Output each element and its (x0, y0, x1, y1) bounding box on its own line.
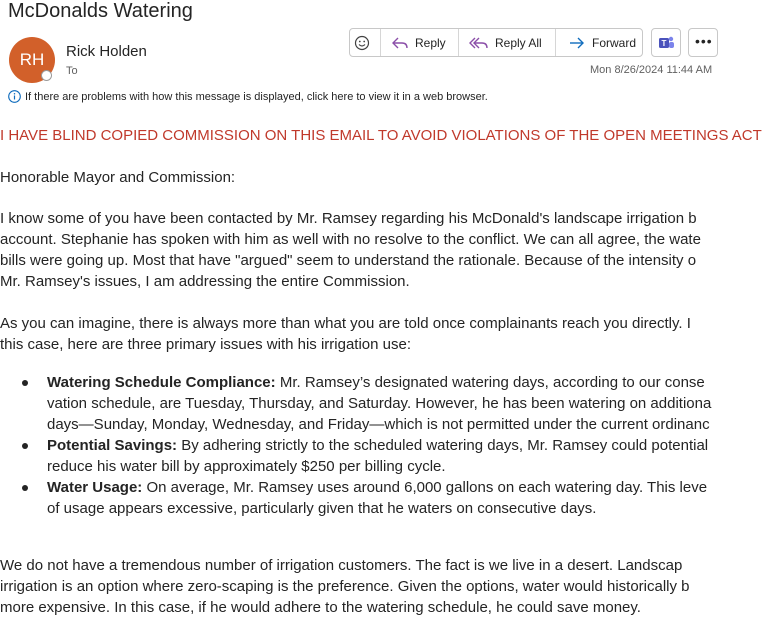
para2-line: this case, here are three primary issues with his irrigation use: (0, 336, 412, 353)
list-item (47, 435, 708, 456)
bullet-text: Mr. Ramsey’s designated watering days, according to our conse (275, 374, 705, 391)
message-actions-toolbar (349, 28, 643, 57)
bullet-dot (22, 380, 28, 386)
info-bar[interactable] (8, 90, 488, 103)
email-subject: McDonalds Watering (8, 0, 193, 22)
forward-button[interactable] (556, 29, 642, 56)
avatar-initials: RH (19, 50, 45, 69)
para3-line: more expensive. In this case, if he would adhere to the watering schedule, he could save money. (0, 599, 641, 616)
para2-line: As you can imagine, there is always more than what you are told once complainants reach you directly. I (0, 315, 691, 332)
para3-line: irrigation is an option where zero-scaping is the preference. Given the options, water would historically b (0, 578, 690, 595)
bullet-label: Potential Savings: (47, 437, 178, 454)
bullet-text: reduce his water bill by approximately $250 per billing cycle. (47, 458, 446, 475)
bullet-text: of usage appears excessive, particularly given that he waters on consecutive days. (47, 500, 597, 517)
sender-name[interactable]: Rick Holden (66, 43, 147, 60)
react-emoji-button[interactable] (350, 29, 381, 56)
bullet-text: By adhering strictly to the scheduled watering days, Mr. Ramsey could potential (177, 437, 709, 454)
reply-all-arrow-icon (469, 36, 489, 50)
bullet-dot (22, 485, 28, 491)
message-date: Mon 8/26/2024 11:44 AM (590, 64, 713, 76)
forward-arrow-icon (568, 36, 586, 50)
bullet-dot (22, 443, 28, 449)
to-label: To (66, 65, 78, 77)
bullet-label: Watering Schedule Compliance: (47, 374, 276, 391)
presence-status-icon (41, 70, 52, 81)
para1-line: Mr. Ramsey's issues, I am addressing the entire Commission. (0, 273, 410, 290)
reply-button[interactable] (381, 29, 459, 56)
bullet-label: Water Usage: (47, 479, 143, 496)
list-item (47, 372, 705, 393)
list-item (47, 477, 707, 498)
svg-text:T: T (661, 38, 667, 48)
para1-line: bills were going up. Most that have "argued" seem to understand the rationale. Because of the intensity o (0, 252, 697, 269)
bullet-text: vation schedule, are Tuesday, Thursday, and Saturday. However, he has been watering on additiona (47, 395, 712, 412)
reply-arrow-icon (391, 36, 409, 50)
bcc-warning: I HAVE BLIND COPIED COMMISSION ON THIS EMAIL TO AVOID VIOLATIONS OF THE OPEN MEETINGS ACT (0, 127, 762, 144)
forward-label: Forward (592, 35, 637, 50)
reply-all-label: Reply All (495, 35, 542, 50)
more-actions-button[interactable]: ••• (688, 28, 718, 57)
bullet-text: days—Sunday, Monday, Wednesday, and Friday—which is not permitted under the current ordinanc (47, 416, 710, 433)
bullet-text: On average, Mr. Ramsey uses around 6,000 gallons on each watering day. This leve (142, 479, 708, 496)
para3-line: We do not have a tremendous number of irrigation customers. The fact is we live in a desert. Landscap (0, 557, 683, 574)
info-icon (8, 90, 21, 103)
info-bar-text: If there are problems with how this message is displayed, click here to view it in a web browser. (25, 90, 488, 103)
teams-icon (657, 34, 675, 52)
para1-line: I know some of you have been contacted by Mr. Ramsey regarding his McDonald's landscape irrigation b (0, 210, 697, 227)
emoji-smile-icon (354, 35, 370, 51)
teams-button[interactable] (651, 28, 681, 57)
reply-all-button[interactable] (459, 29, 556, 56)
greeting: Honorable Mayor and Commission: (0, 169, 236, 186)
para1-line: account. Stephanie has spoken with him as well with no resolve to the conflict. We can all agree, the wate (0, 231, 701, 248)
reply-label: Reply (415, 35, 446, 50)
